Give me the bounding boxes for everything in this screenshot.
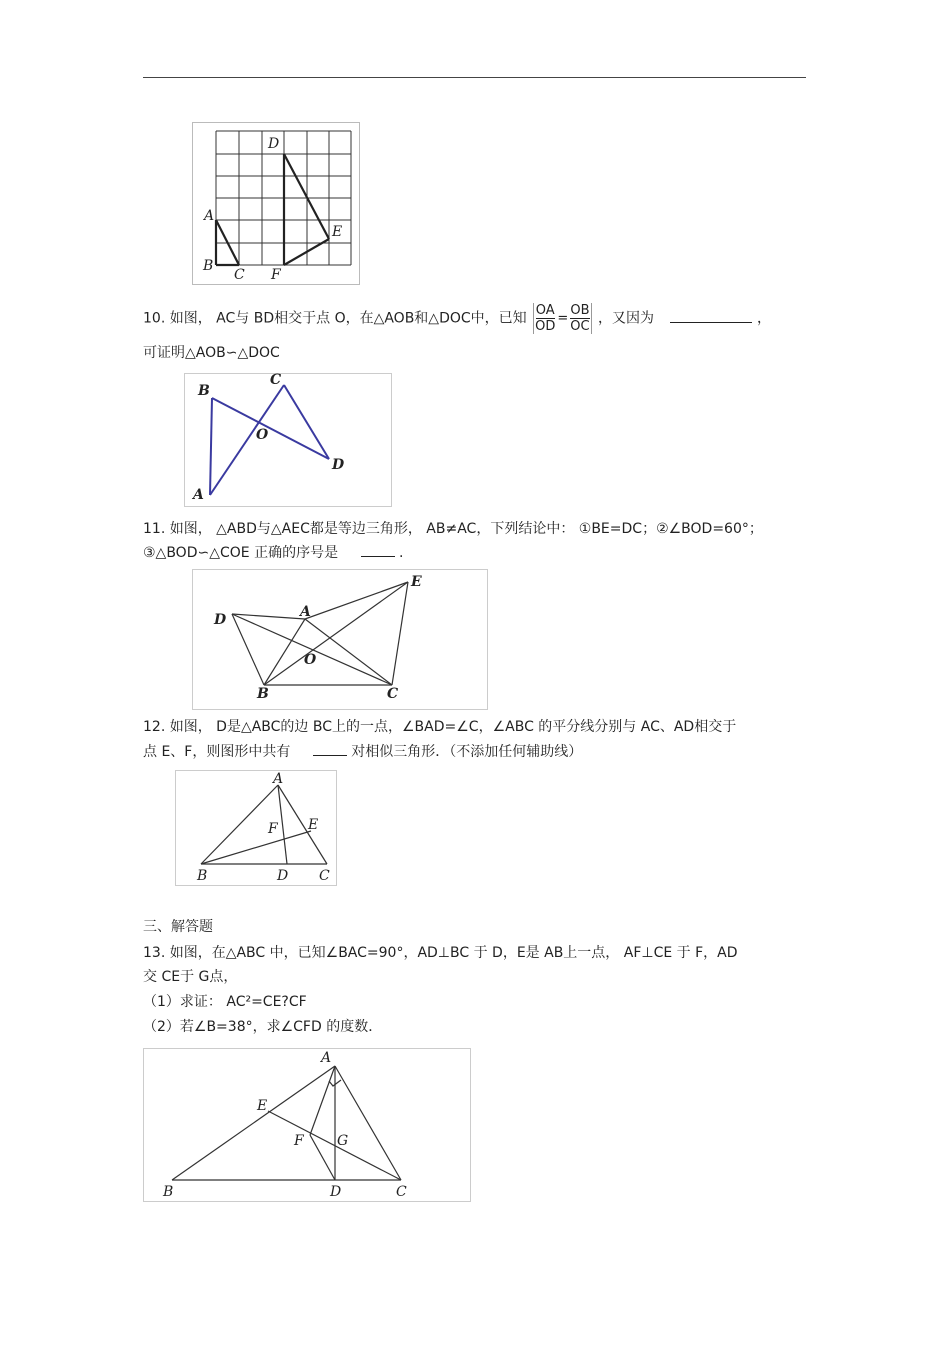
frac-eq: = <box>557 311 569 326</box>
grid-figure <box>192 122 360 285</box>
q13-line2 <box>143 968 237 986</box>
q10-text-4: ， <box>756 310 771 327</box>
fig12-label-C: C <box>319 868 330 884</box>
fig11-label-A: A <box>300 604 311 620</box>
fig11-label-E: E <box>411 574 422 590</box>
section-title: 三、解答题 <box>143 919 213 935</box>
fig13-label-G: G <box>337 1133 349 1149</box>
fig11-label-C: C <box>387 686 399 702</box>
q13-part2: （2）若∠B=38°，求∠CFD 的度数． <box>143 1019 383 1035</box>
q11-line1 <box>143 520 763 538</box>
q12-number: 12. <box>143 719 166 735</box>
frac-right-num: OB <box>570 303 590 318</box>
q11-answer-blank[interactable] <box>361 544 395 557</box>
fig12-label-F: F <box>268 821 278 837</box>
q10-line2 <box>143 344 280 362</box>
q11-number: 11. <box>143 521 166 537</box>
fig12-label-E: E <box>308 817 319 833</box>
q11-text-3: . <box>398 545 404 561</box>
q10-text-1: 如图， <box>169 310 212 327</box>
fig12-label-A: A <box>273 771 284 787</box>
fig11-label-B: B <box>257 686 269 702</box>
q12-text-3: 对相似三角形．（不添加任何辅助线） <box>351 744 583 760</box>
fig13-label-E: E <box>257 1098 268 1114</box>
ratio-fraction <box>533 303 591 334</box>
label-B: B <box>203 258 214 274</box>
frac-right-den: OC <box>570 319 590 334</box>
frac-left-num: OA <box>535 303 555 318</box>
q12-line2 <box>143 743 582 761</box>
q12-line1 <box>143 718 736 736</box>
q10-text-5: 可证明△AOB∽△DOC <box>143 345 280 361</box>
q13-text-1: 如图，在△ABC 中，已知∠BAC=90°，AD⊥BC 于 D，E是 AB上一点， AF⊥CE 于 F，AD <box>169 945 738 961</box>
fig12-label-D: D <box>277 868 289 884</box>
figure-q11 <box>192 569 488 710</box>
q13-text-2: 交 CE于 G点， <box>143 969 238 985</box>
fig13-label-C: C <box>396 1184 407 1200</box>
q10-text-2: AC与 BD相交于点 O，在△AOB和△DOC中，已知 <box>216 310 527 327</box>
fig10-label-B: B <box>198 383 210 399</box>
q10-line1 <box>143 303 771 334</box>
fig13-label-A: A <box>321 1050 332 1066</box>
fig11-label-D: D <box>214 612 227 628</box>
label-A: A <box>204 208 215 224</box>
q12-text-1: 如图， D是△ABC的边 BC上的一点，∠BAD=∠C，∠ABC 的平分线分别与 AC、AD相交于 <box>169 719 737 735</box>
label-F: F <box>271 267 281 283</box>
q12-answer-blank[interactable] <box>313 743 347 756</box>
figure-q12 <box>175 770 337 886</box>
q13-part1: （1）求证： AC²=CE?CF <box>143 994 307 1010</box>
fig10-label-C: C <box>270 373 282 388</box>
fig13-label-B: B <box>163 1184 174 1200</box>
q13-number: 13. <box>143 945 166 961</box>
fig13-label-D: D <box>330 1184 342 1200</box>
q13-line1 <box>143 944 738 962</box>
fig10-label-A: A <box>193 487 204 503</box>
q11-text-2: ③△BOD∽△COE 正确的序号是 <box>143 545 339 561</box>
q10-number: 10. <box>143 310 166 327</box>
fig10-label-O: O <box>256 427 269 443</box>
fig12-label-B: B <box>197 868 208 884</box>
q11-line2 <box>143 544 403 562</box>
q11-text-1: 如图， △ABD与△AEC都是等边三角形， AB≠AC，下列结论中： ①BE=DC；②∠BOD=60°； <box>169 521 763 537</box>
label-C: C <box>234 267 245 283</box>
q10-text-3: ，又因为 <box>598 310 655 327</box>
label-E: E <box>332 224 343 240</box>
q12-text-2: 点 E、F，则图形中共有 <box>143 744 291 760</box>
label-D: D <box>268 136 280 152</box>
header-rule <box>143 77 806 78</box>
fig10-label-D: D <box>332 457 345 473</box>
q10-answer-blank[interactable] <box>670 310 752 323</box>
fig13-label-F: F <box>294 1133 304 1149</box>
fig11-label-O: O <box>304 652 317 668</box>
figure-q10 <box>184 373 392 507</box>
figure-q13 <box>143 1048 471 1202</box>
frac-left-den: OD <box>535 319 556 334</box>
